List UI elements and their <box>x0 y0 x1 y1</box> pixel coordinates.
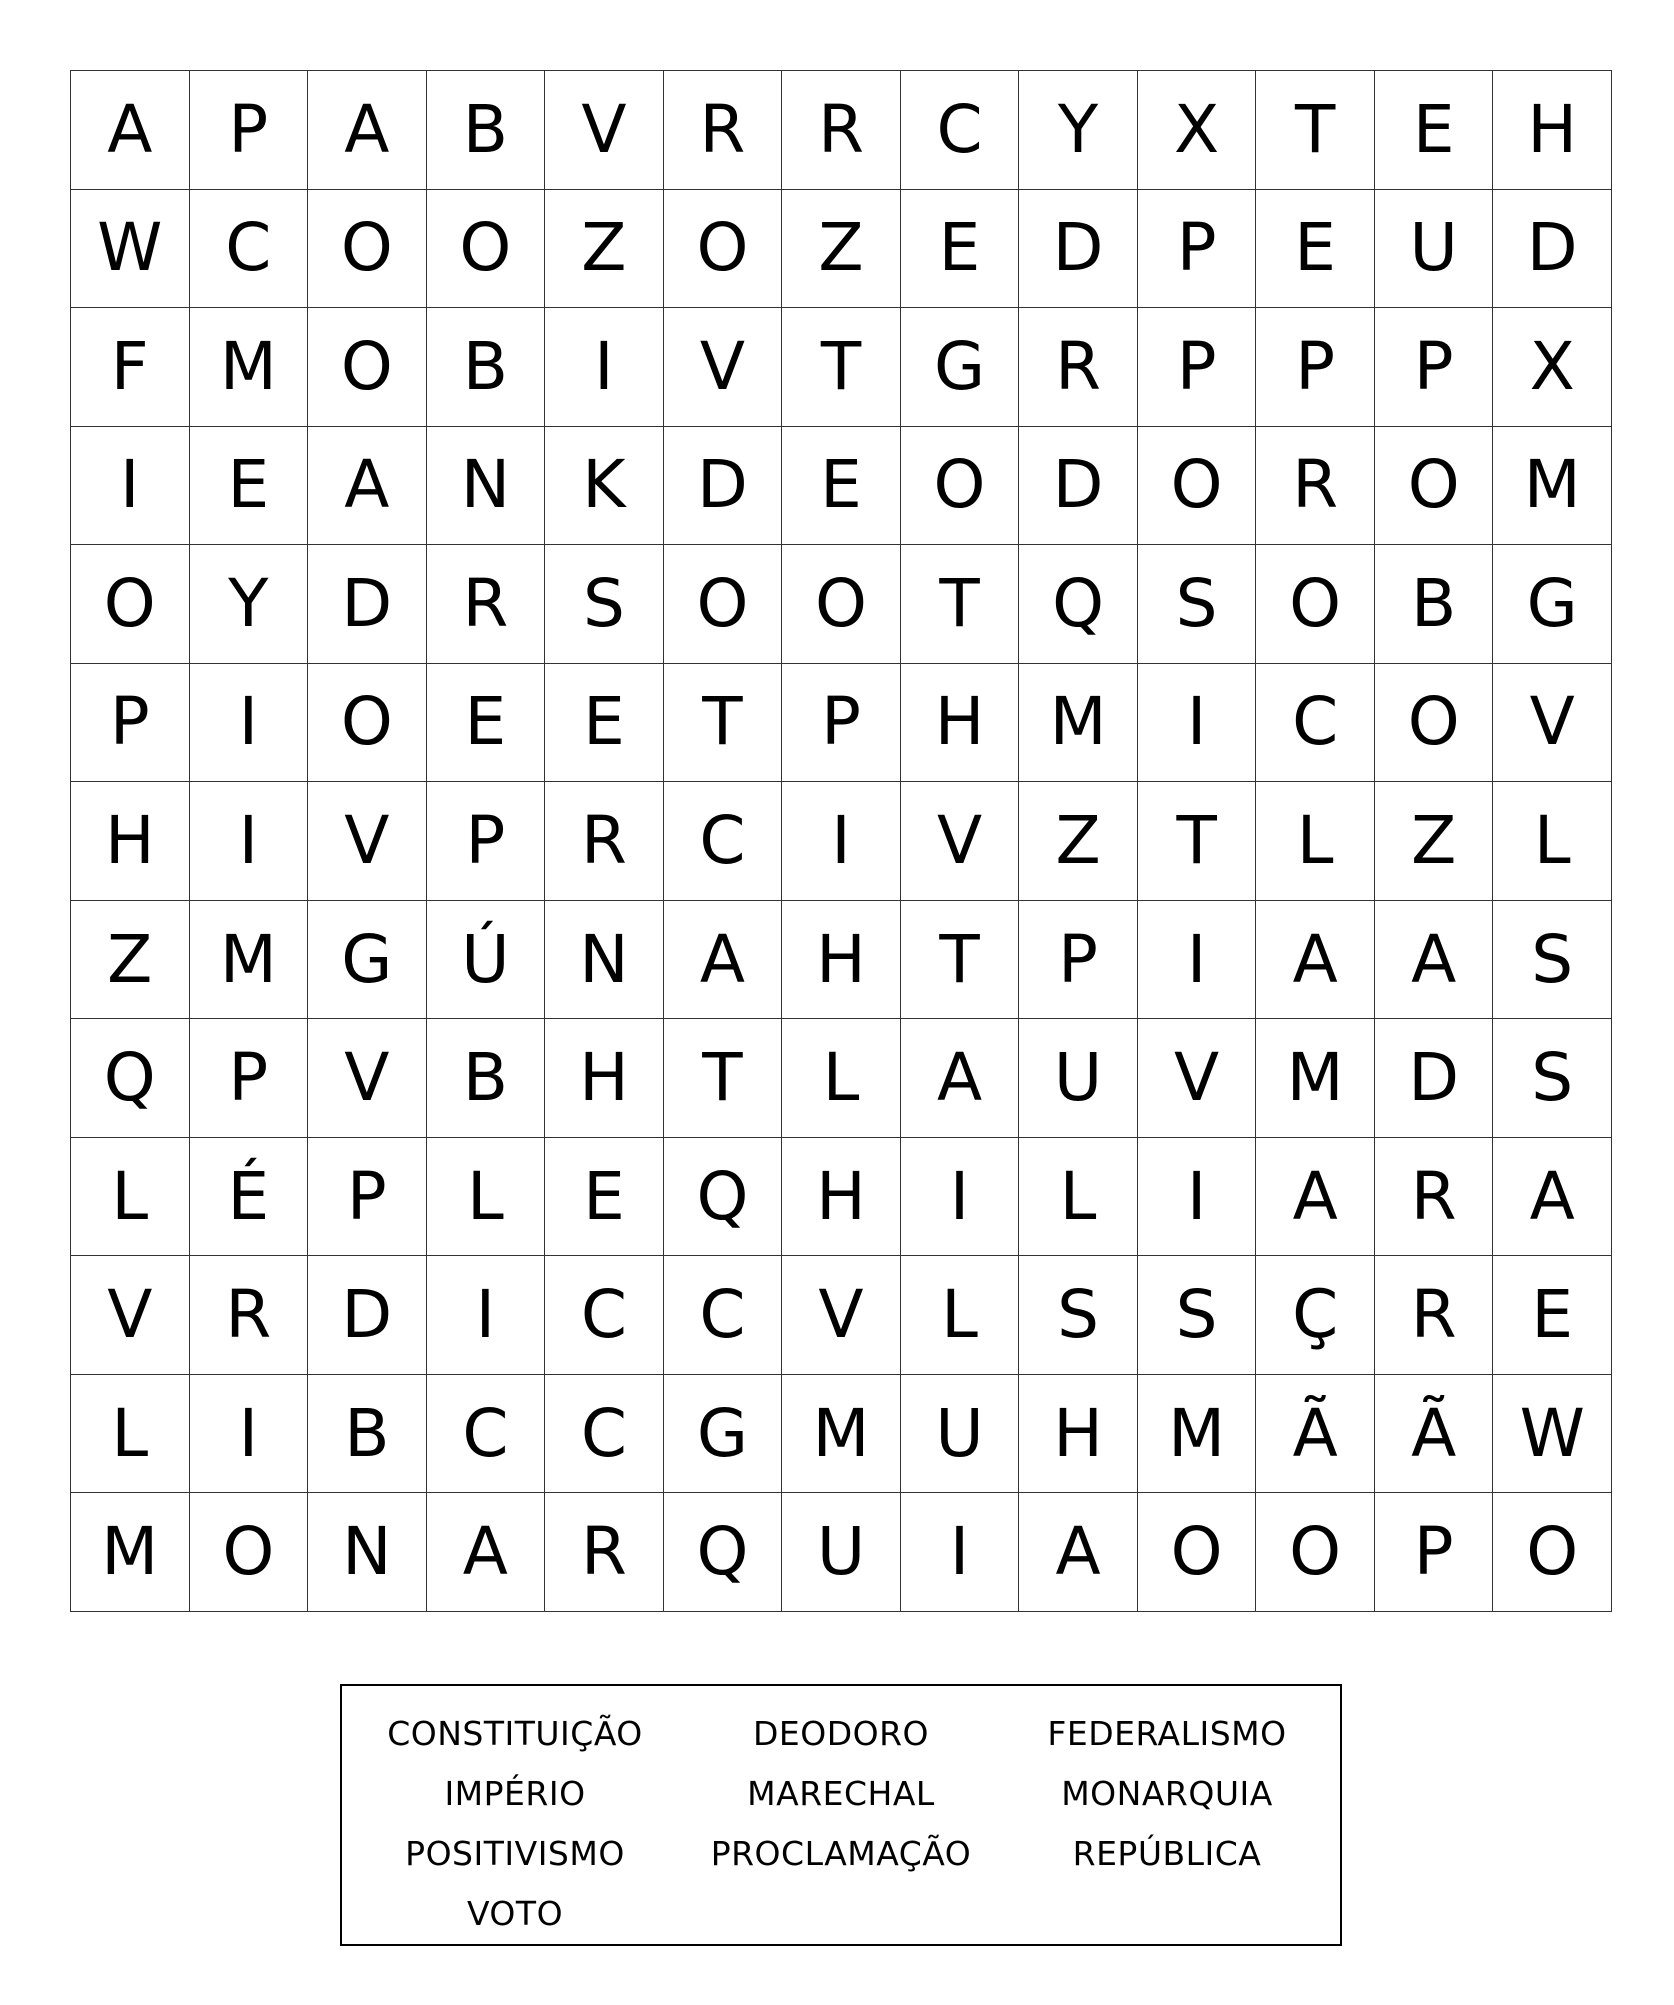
grid-cell[interactable]: D <box>1375 1019 1494 1138</box>
grid-cell[interactable]: I <box>190 664 309 783</box>
grid-cell[interactable]: H <box>782 1138 901 1257</box>
grid-cell[interactable]: O <box>71 545 190 664</box>
grid-cell[interactable]: U <box>1019 1019 1138 1138</box>
grid-cell[interactable]: P <box>1019 901 1138 1020</box>
grid-cell[interactable]: R <box>1256 427 1375 546</box>
grid-cell[interactable]: K <box>545 427 664 546</box>
grid-cell[interactable]: Z <box>1375 782 1494 901</box>
grid-cell[interactable]: P <box>1256 308 1375 427</box>
grid-cell[interactable]: S <box>545 545 664 664</box>
grid-cell[interactable]: A <box>308 427 427 546</box>
grid-cell[interactable]: G <box>901 308 1020 427</box>
grid-cell[interactable]: A <box>1493 1138 1612 1257</box>
grid-cell[interactable]: L <box>71 1375 190 1494</box>
word-search-grid <box>70 70 1612 1612</box>
grid-cell[interactable]: O <box>1493 1493 1612 1612</box>
grid-cell[interactable]: R <box>1019 308 1138 427</box>
grid-cell[interactable]: S <box>1493 1019 1612 1138</box>
grid-cell[interactable]: O <box>664 545 783 664</box>
grid-cell[interactable]: Ã <box>1375 1375 1494 1494</box>
grid-cell[interactable]: P <box>782 664 901 783</box>
grid-cell[interactable]: A <box>427 1493 546 1612</box>
grid-cell[interactable]: O <box>308 664 427 783</box>
grid-cell[interactable]: U <box>1375 190 1494 309</box>
grid-cell[interactable]: O <box>190 1493 309 1612</box>
grid-cell[interactable]: N <box>427 427 546 546</box>
grid-cell[interactable]: R <box>1375 1138 1494 1257</box>
grid-cell[interactable]: W <box>71 190 190 309</box>
grid-cell[interactable]: G <box>308 901 427 1020</box>
word-list-item: PROCLAMAÇÃO <box>710 1834 972 1873</box>
word-list-item: MONARQUIA <box>1061 1774 1273 1813</box>
grid-cell[interactable]: C <box>664 782 783 901</box>
grid-cell[interactable]: Ã <box>1256 1375 1375 1494</box>
grid-cell[interactable]: V <box>782 1256 901 1375</box>
grid-cell[interactable]: M <box>71 1493 190 1612</box>
grid-cell[interactable]: V <box>71 1256 190 1375</box>
grid-cell[interactable]: Q <box>71 1019 190 1138</box>
grid-cell[interactable]: W <box>1493 1375 1612 1494</box>
grid-cell[interactable]: P <box>1375 1493 1494 1612</box>
grid-cell[interactable]: A <box>1256 1138 1375 1257</box>
grid-cell[interactable]: D <box>1019 190 1138 309</box>
grid-cell[interactable]: H <box>1019 1375 1138 1494</box>
grid-cell[interactable]: L <box>1256 782 1375 901</box>
grid-cell[interactable]: V <box>1138 1019 1257 1138</box>
grid-cell[interactable]: Z <box>1019 782 1138 901</box>
grid-cell[interactable]: E <box>545 664 664 783</box>
grid-cell[interactable]: I <box>190 1375 309 1494</box>
grid-cell[interactable]: Z <box>71 901 190 1020</box>
word-list-item: MARECHAL <box>747 1774 935 1813</box>
grid-cell[interactable]: O <box>1256 545 1375 664</box>
grid-cell[interactable]: R <box>664 71 783 190</box>
grid-cell[interactable]: O <box>1138 1493 1257 1612</box>
grid-cell[interactable]: F <box>71 308 190 427</box>
grid-cell[interactable]: R <box>1375 1256 1494 1375</box>
grid-cell[interactable]: O <box>308 190 427 309</box>
grid-cell[interactable]: M <box>1256 1019 1375 1138</box>
grid-cell[interactable]: I <box>901 1493 1020 1612</box>
grid-cell[interactable]: R <box>782 71 901 190</box>
grid-cell[interactable]: I <box>1138 901 1257 1020</box>
grid-cell[interactable]: M <box>1138 1375 1257 1494</box>
grid-cell[interactable]: P <box>1138 190 1257 309</box>
grid-cell[interactable]: E <box>1375 71 1494 190</box>
grid-cell[interactable]: P <box>1138 308 1257 427</box>
grid-cell[interactable]: C <box>664 1256 783 1375</box>
word-list-box <box>340 1684 1342 1946</box>
grid-cell[interactable]: T <box>664 1019 783 1138</box>
grid-cell[interactable]: V <box>308 1019 427 1138</box>
grid-cell[interactable]: T <box>782 308 901 427</box>
grid-cell[interactable]: P <box>190 71 309 190</box>
grid-cell[interactable]: T <box>1256 71 1375 190</box>
grid-cell[interactable]: G <box>664 1375 783 1494</box>
grid-cell[interactable]: D <box>1019 427 1138 546</box>
grid-cell[interactable]: V <box>664 308 783 427</box>
grid-cell[interactable]: O <box>1375 427 1494 546</box>
grid-cell[interactable]: V <box>901 782 1020 901</box>
grid-cell[interactable]: H <box>1493 71 1612 190</box>
grid-cell[interactable]: C <box>901 71 1020 190</box>
grid-cell[interactable]: A <box>1256 901 1375 1020</box>
grid-cell[interactable]: C <box>190 190 309 309</box>
grid-cell[interactable]: C <box>545 1256 664 1375</box>
grid-cell[interactable]: D <box>664 427 783 546</box>
grid-cell[interactable]: P <box>71 664 190 783</box>
grid-cell[interactable]: S <box>1019 1256 1138 1375</box>
grid-cell[interactable]: Z <box>545 190 664 309</box>
grid-cell[interactable]: E <box>782 427 901 546</box>
grid-cell[interactable]: D <box>308 1256 427 1375</box>
grid-cell[interactable]: Y <box>190 545 309 664</box>
grid-cell[interactable]: A <box>901 1019 1020 1138</box>
grid-cell[interactable]: O <box>901 427 1020 546</box>
grid-cell[interactable]: O <box>1375 664 1494 783</box>
grid-cell[interactable]: E <box>901 190 1020 309</box>
word-list-column <box>352 1704 678 1944</box>
grid-cell[interactable]: O <box>1256 1493 1375 1612</box>
grid-cell[interactable]: L <box>1019 1138 1138 1257</box>
grid-cell[interactable]: X <box>1493 308 1612 427</box>
grid-cell[interactable]: N <box>545 901 664 1020</box>
grid-cell[interactable]: L <box>901 1256 1020 1375</box>
grid-cell[interactable]: M <box>190 901 309 1020</box>
grid-cell[interactable]: T <box>901 901 1020 1020</box>
grid-cell[interactable]: I <box>1138 664 1257 783</box>
grid-cell[interactable]: R <box>190 1256 309 1375</box>
grid-cell[interactable]: H <box>545 1019 664 1138</box>
grid-cell[interactable]: U <box>782 1493 901 1612</box>
grid-cell[interactable]: H <box>71 782 190 901</box>
grid-cell[interactable]: I <box>782 782 901 901</box>
word-list-item: FEDERALISMO <box>1047 1714 1287 1753</box>
grid-cell[interactable]: P <box>427 782 546 901</box>
word-list-item: REPÚBLICA <box>1072 1834 1262 1873</box>
grid-cell[interactable]: A <box>71 71 190 190</box>
grid-cell[interactable]: C <box>1256 664 1375 783</box>
grid-cell[interactable]: H <box>782 901 901 1020</box>
grid-cell[interactable]: M <box>190 308 309 427</box>
grid-cell[interactable]: R <box>545 1493 664 1612</box>
grid-cell[interactable]: D <box>308 545 427 664</box>
grid-cell[interactable]: L <box>782 1019 901 1138</box>
grid-cell[interactable]: B <box>427 71 546 190</box>
grid-cell[interactable]: E <box>545 1138 664 1257</box>
grid-cell[interactable]: A <box>308 71 427 190</box>
grid-cell[interactable]: S <box>1138 1256 1257 1375</box>
word-list-column <box>678 1704 1004 1944</box>
grid-cell[interactable]: E <box>427 664 546 783</box>
grid-cell[interactable]: B <box>427 1019 546 1138</box>
grid-cell[interactable]: N <box>308 1493 427 1612</box>
grid-cell[interactable]: G <box>1493 545 1612 664</box>
grid-cell[interactable]: Ú <box>427 901 546 1020</box>
grid-cell[interactable]: X <box>1138 71 1257 190</box>
grid-cell[interactable]: O <box>427 190 546 309</box>
grid-cell[interactable]: R <box>545 782 664 901</box>
word-list-item: IMPÉRIO <box>444 1774 586 1813</box>
grid-cell[interactable]: Q <box>1019 545 1138 664</box>
word-list-item: POSITIVISMO <box>405 1834 625 1873</box>
grid-cell[interactable]: M <box>1493 427 1612 546</box>
grid-cell[interactable]: I <box>1138 1138 1257 1257</box>
grid-cell[interactable]: O <box>308 308 427 427</box>
grid-cell[interactable]: I <box>545 308 664 427</box>
grid-cell[interactable]: V <box>1493 664 1612 783</box>
grid-cell[interactable]: I <box>190 782 309 901</box>
grid-cell[interactable]: É <box>190 1138 309 1257</box>
grid-cell[interactable]: I <box>71 427 190 546</box>
grid-cell[interactable]: Y <box>1019 71 1138 190</box>
word-list-column <box>1004 1704 1330 1944</box>
grid-cell[interactable]: E <box>1493 1256 1612 1375</box>
grid-cell[interactable]: B <box>427 308 546 427</box>
word-list-item: DEODORO <box>752 1714 930 1753</box>
grid-cell[interactable]: P <box>1375 308 1494 427</box>
grid-cell[interactable]: Ç <box>1256 1256 1375 1375</box>
grid-cell[interactable]: L <box>71 1138 190 1257</box>
grid-cell[interactable]: T <box>901 545 1020 664</box>
grid-cell[interactable]: M <box>782 1375 901 1494</box>
grid-cell[interactable]: L <box>427 1138 546 1257</box>
grid-cell[interactable]: T <box>664 664 783 783</box>
grid-cell[interactable]: O <box>664 190 783 309</box>
grid-cell[interactable]: V <box>545 71 664 190</box>
grid-cell[interactable]: V <box>308 782 427 901</box>
grid-cell[interactable]: O <box>1138 427 1257 546</box>
grid-cell[interactable]: P <box>308 1138 427 1257</box>
grid-cell[interactable]: C <box>427 1375 546 1494</box>
grid-cell[interactable]: Q <box>664 1138 783 1257</box>
grid-cell[interactable]: R <box>427 545 546 664</box>
grid-cell[interactable]: H <box>901 664 1020 783</box>
grid-cell[interactable]: P <box>190 1019 309 1138</box>
grid-cell[interactable]: I <box>901 1138 1020 1257</box>
grid-cell[interactable]: B <box>1375 545 1494 664</box>
grid-cell[interactable]: E <box>190 427 309 546</box>
grid-cell[interactable]: S <box>1138 545 1257 664</box>
grid-cell[interactable]: D <box>1493 190 1612 309</box>
grid-cell[interactable]: O <box>782 545 901 664</box>
grid-cell[interactable]: M <box>1019 664 1138 783</box>
grid-cell[interactable]: B <box>308 1375 427 1494</box>
grid-cell[interactable]: L <box>1493 782 1612 901</box>
grid-cell[interactable]: A <box>664 901 783 1020</box>
grid-cell[interactable]: I <box>427 1256 546 1375</box>
grid-cell[interactable]: C <box>545 1375 664 1494</box>
grid-cell[interactable]: Q <box>664 1493 783 1612</box>
grid-cell[interactable]: Z <box>782 190 901 309</box>
grid-cell[interactable]: A <box>1019 1493 1138 1612</box>
grid-cell[interactable]: T <box>1138 782 1257 901</box>
word-list-item: CONSTITUIÇÃO <box>387 1714 643 1753</box>
grid-cell[interactable]: U <box>901 1375 1020 1494</box>
grid-cell[interactable]: E <box>1256 190 1375 309</box>
word-list-item: VOTO <box>466 1894 564 1933</box>
grid-cell[interactable]: S <box>1493 901 1612 1020</box>
grid-cell[interactable]: A <box>1375 901 1494 1020</box>
